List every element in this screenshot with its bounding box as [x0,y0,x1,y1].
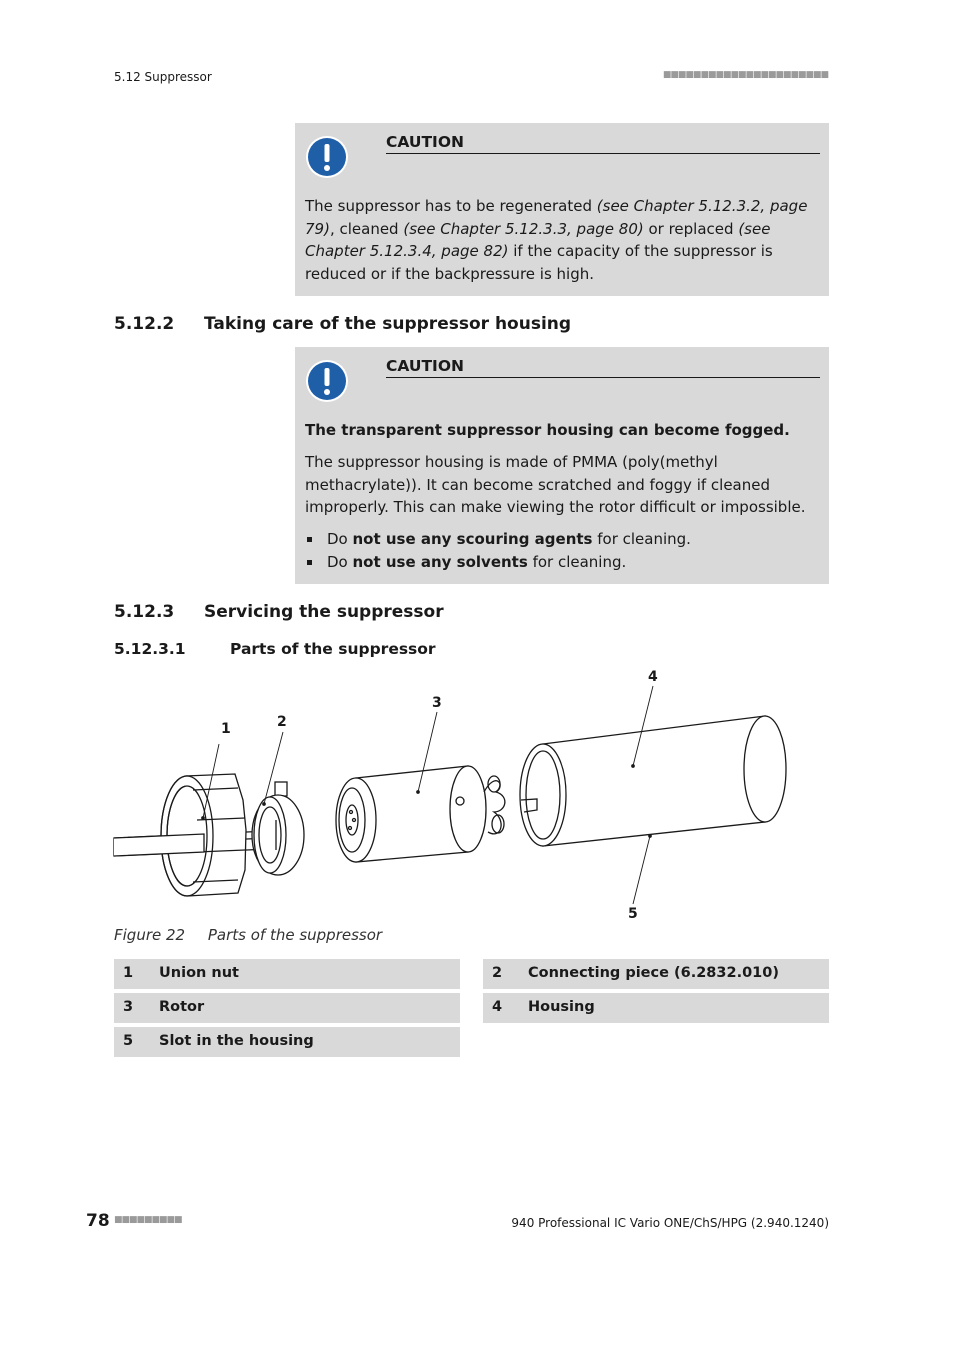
callout-3: 3 [432,695,442,711]
legend-item [114,1027,460,1057]
section-number: 5.12.3 [114,602,175,622]
legend-number: 3 [123,999,134,1015]
text-run: , cleaned [329,219,404,238]
legend-label: Housing [528,999,595,1015]
housing [520,716,786,846]
legend-item [114,993,460,1023]
legend-number: 5 [123,1033,134,1049]
callout-2: 2 [277,714,287,730]
running-header-section: 5.12 Suppressor [114,70,212,84]
callout-4: 4 [648,669,658,685]
text-run: for cleaning. [592,530,691,548]
emphasis: not use any solvents [352,552,528,571]
section-title: Parts of the suppressor [230,640,436,658]
union-nut [114,774,246,896]
section-number: 5.12.3.1 [114,640,186,658]
text-run: Do [327,552,353,571]
legend-label: Connecting piece (6.2832.010) [528,965,779,981]
callout-1: 1 [221,721,231,737]
legend-label: Union nut [159,965,239,981]
page-number: 78 [86,1211,110,1231]
footer-dots: ■■■■■■■■■ [114,1215,182,1225]
chapter-reference-link[interactable]: (see Chapter 5.12.3.3, page 80) [403,219,644,238]
section-title: Servicing the suppressor [204,602,444,622]
legend-label: Rotor [159,999,205,1015]
legend-label: Slot in the housing [159,1033,314,1049]
callout-5: 5 [628,906,638,922]
legend-item [114,959,460,989]
text-run: The suppressor has to be regenerated [305,197,597,215]
chapter-reference-link[interactable]: (see Chapter 5.12.3.4, page 82) [305,219,771,260]
section-title: Taking care of the suppressor housing [204,314,572,334]
section-number: 5.12.2 [114,314,175,334]
caution-title: CAUTION [386,133,820,154]
footer-product-name: 940 Professional IC Vario ONE/ChS/HPG (2.940.1240) [511,1216,829,1230]
legend-item [483,959,829,989]
legend-number: 4 [492,999,503,1015]
connecting-piece [252,782,304,875]
figure-label: Figure 22 [114,926,186,944]
caution-title: CAUTION [386,357,820,378]
text-run: if the capacity of the suppressor is reduced or if the backpressure is high. [305,242,773,283]
legend-number: 2 [492,965,503,981]
legend-number: 1 [123,965,134,981]
legend-item [483,993,829,1023]
figure-caption-text: Parts of the suppressor [207,926,383,944]
text-run: for cleaning. [527,552,627,571]
chapter-reference-link[interactable]: (see Chapter 5.12.3.2, page 79) [305,197,808,238]
text-run: Do [327,530,353,548]
text-run: or replaced [643,219,739,238]
caution-headline: The transparent suppressor housing can become fogged. [305,421,790,439]
figure-caption [114,926,382,944]
caution-text: The suppressor housing is made of PMMA (poly(methyl methacrylate)). It can become scratched and foggy if cleaned improperly. This can make viewing the rotor difficult or impossible. [305,453,806,516]
emphasis: not use any scouring agents [352,530,593,548]
running-header-dots: ■■■■■■■■■■■■■■■■■■■■■■ [662,70,828,80]
